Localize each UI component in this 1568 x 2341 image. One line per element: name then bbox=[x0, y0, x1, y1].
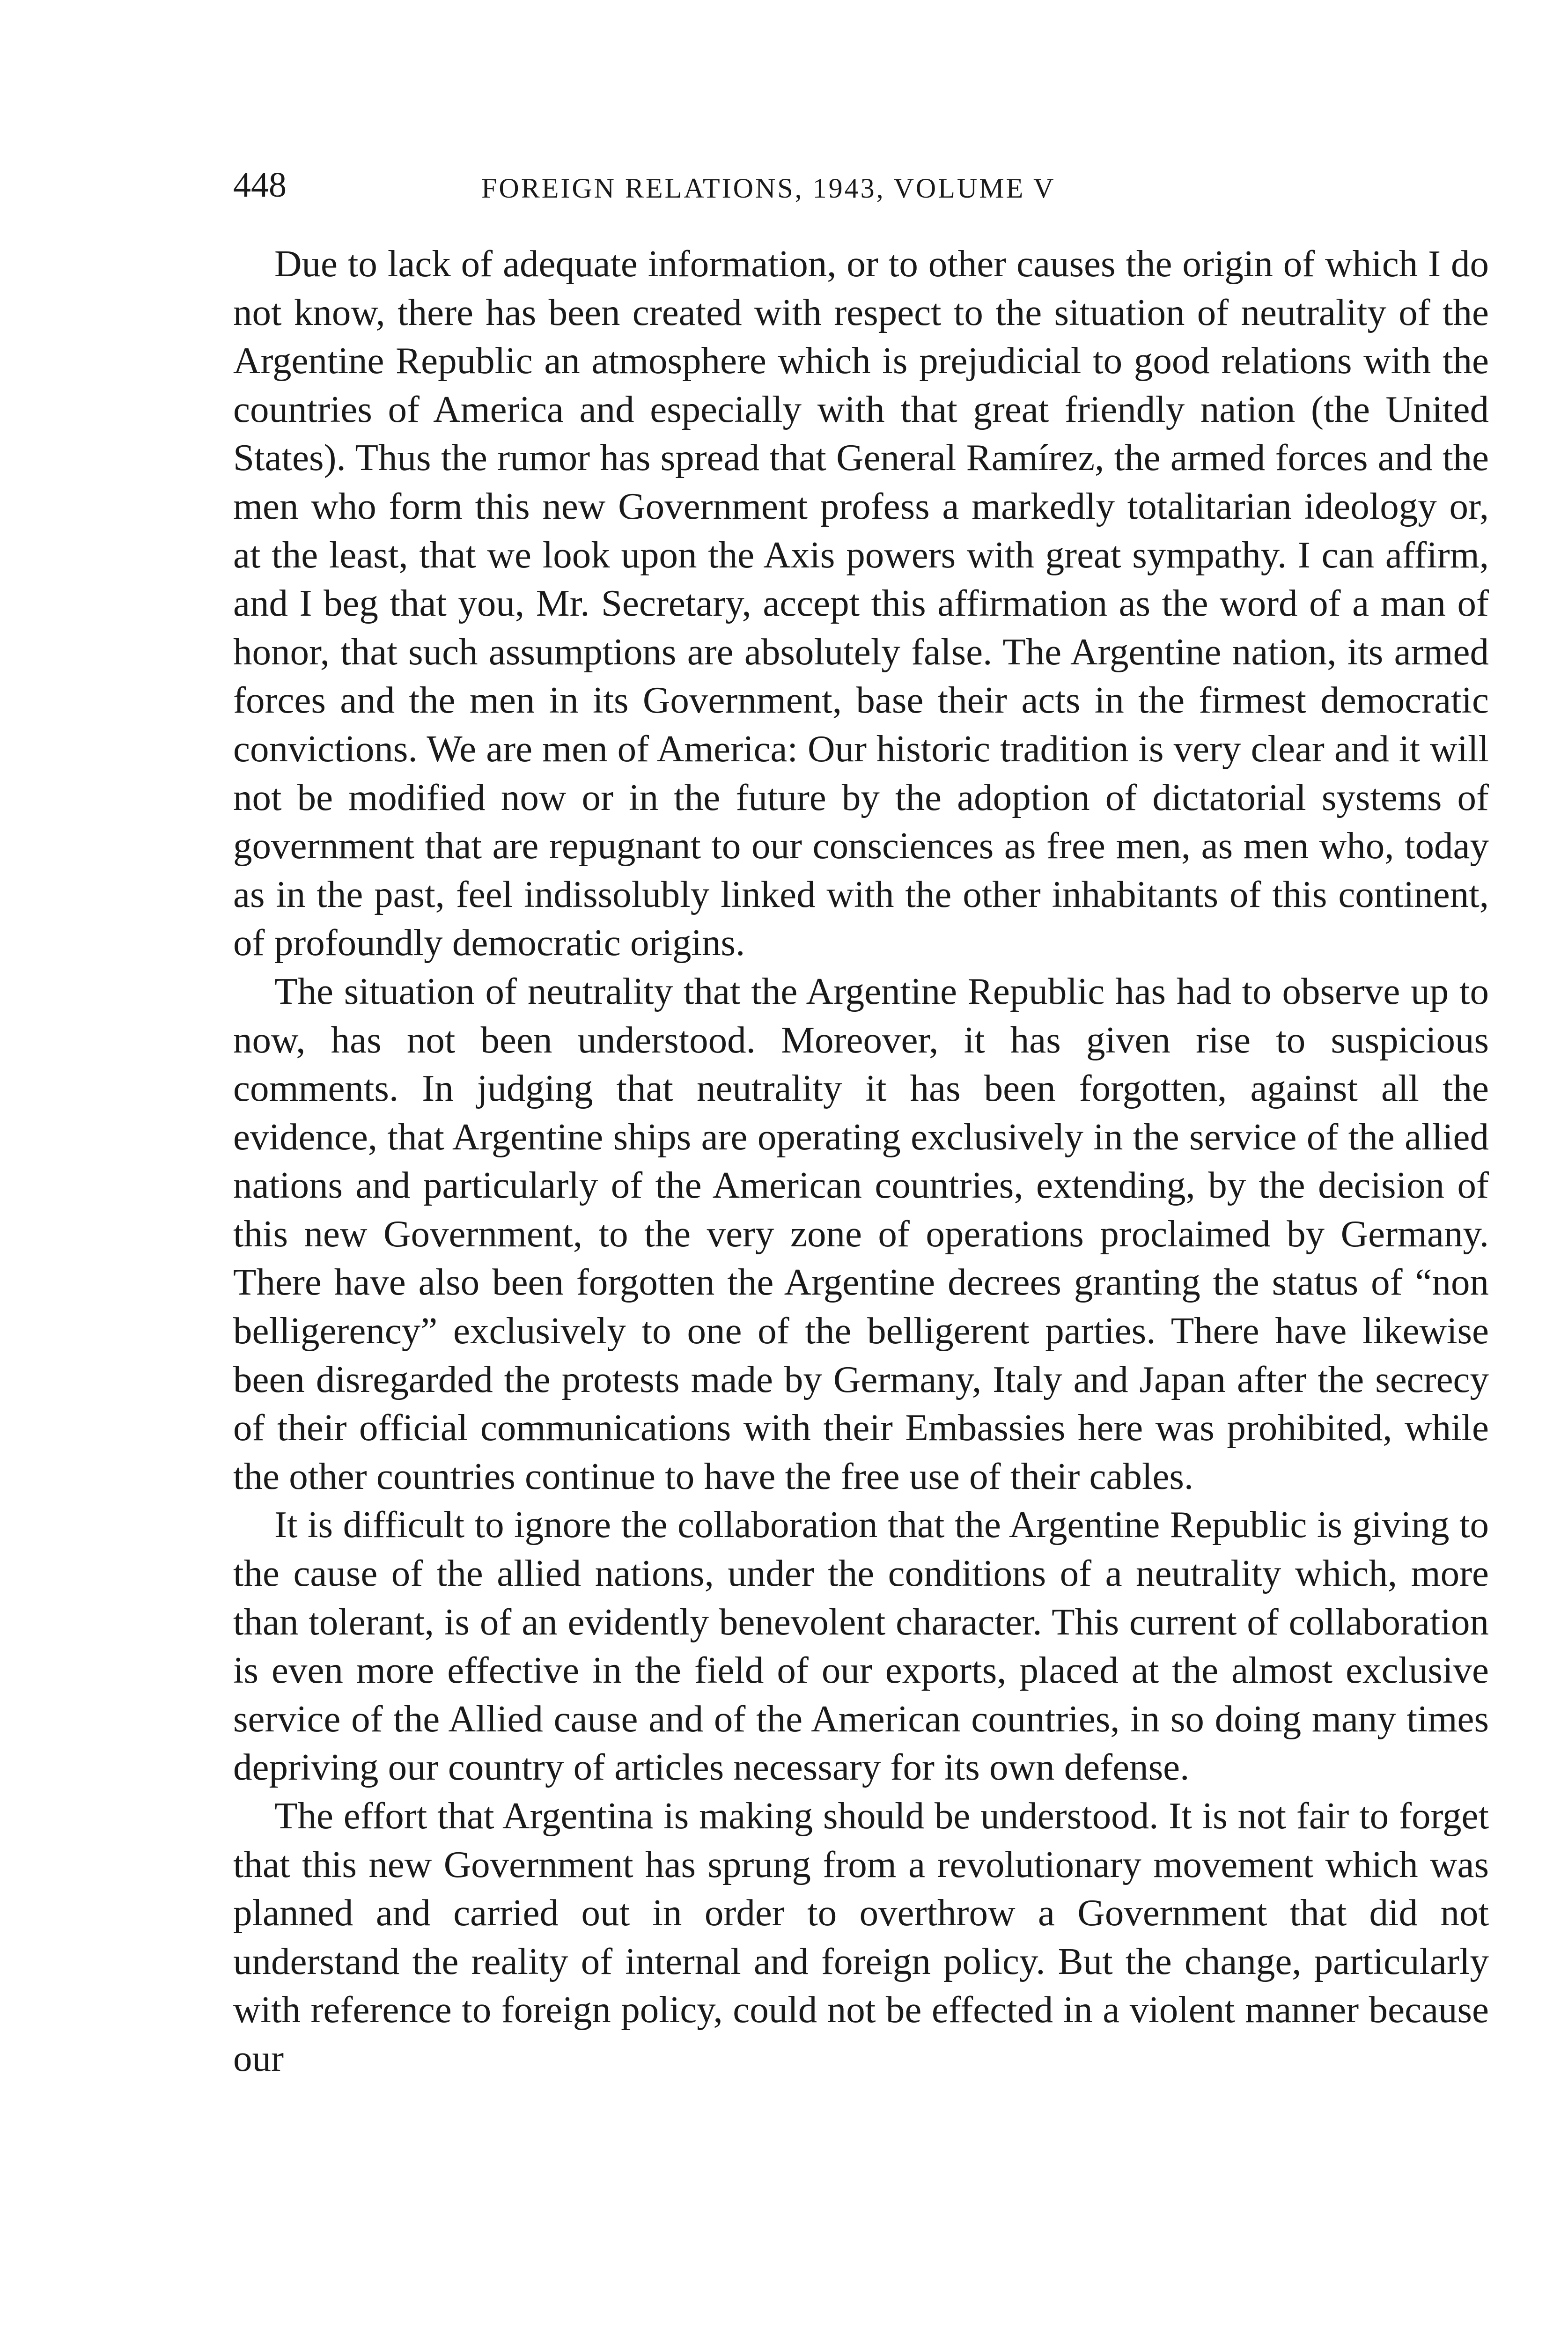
paragraph-3: It is difficult to ignore the collaboration that the Argentine Republic is giving to the cause of the allied nations, under the conditions of a neutrality which, more than tolerant, is of an evidently benevolent character. This current of collaboration is even more effective in the field of our exports, placed at the almost exclusive service of the Allied cause and of the American countries, in so doing many times depriving our country of articles necessary for its own defense. bbox=[233, 1503, 1489, 1789]
paragraph-2: The situation of neutrality that the Argentine Republic has had to observe up to now, has not been understood. Moreover, it has given rise to suspicious comments. In judging that neutrality it has been forgotten, against all the evidence, that Argentine ships are operating exclusively in the service of the allied nations and particularly of the American countries, extending, by the decision of this new Government, to the very zone of operations proclaimed by Germany. There have also been forgotten the Argentine decrees granting the status of “non belligerency” exclusively to one of the belligerent parties. There have likewise been disregarded the protests made by Germany, Italy and Japan after the secrecy of their official communications with their Embassies here was prohibited, while the other countries continue to have the free use of their cables. bbox=[233, 970, 1489, 1497]
body-text bbox=[233, 240, 1489, 2083]
paragraph-1: Due to lack of adequate information, or to other causes the origin of which I do not know, there has been created with respect to the situation of neutrality of the Argentine Republic an atmosphere which is prejudicial to good relations with the countries of America and especially with that great friendly nation (the United States). Thus the rumor has spread that General Ramírez, the armed forces and the men who form this new Government profess a markedly totalitarian ideology or, at the least, that we look upon the Axis powers with great sympathy. I can affirm, and I beg that you, Mr. Secretary, accept this affirmation as the word of a man of honor, that such assumptions are absolutely false. The Argentine nation, its armed forces and the men in its Government, base their acts in the firmest democratic convictions. We are men of America: Our historic tradition is very clear and it will not be modified now or in the future by the adoption of dictatorial systems of government that are repugnant to our consciences as free men, as men who, today as in the past, feel indissolubly linked with the other inhabitants of this continent, of profoundly democratic origins. bbox=[233, 243, 1489, 964]
document-page bbox=[233, 159, 1489, 2083]
page-number: 448 bbox=[233, 165, 287, 205]
paragraph-4: The effort that Argentina is making should be understood. It is not fair to forget that this new Government has sprung from a revolutionary movement which was planned and carried out in order to overthrow a Government that did not understand the reality of internal and foreign policy. But the change, particularly with reference to foreign policy, could not be effected in a violent manner because our bbox=[233, 1795, 1489, 2079]
running-title: FOREIGN RELATIONS, 1943, VOLUME V bbox=[481, 173, 1056, 204]
running-header bbox=[233, 159, 1489, 215]
